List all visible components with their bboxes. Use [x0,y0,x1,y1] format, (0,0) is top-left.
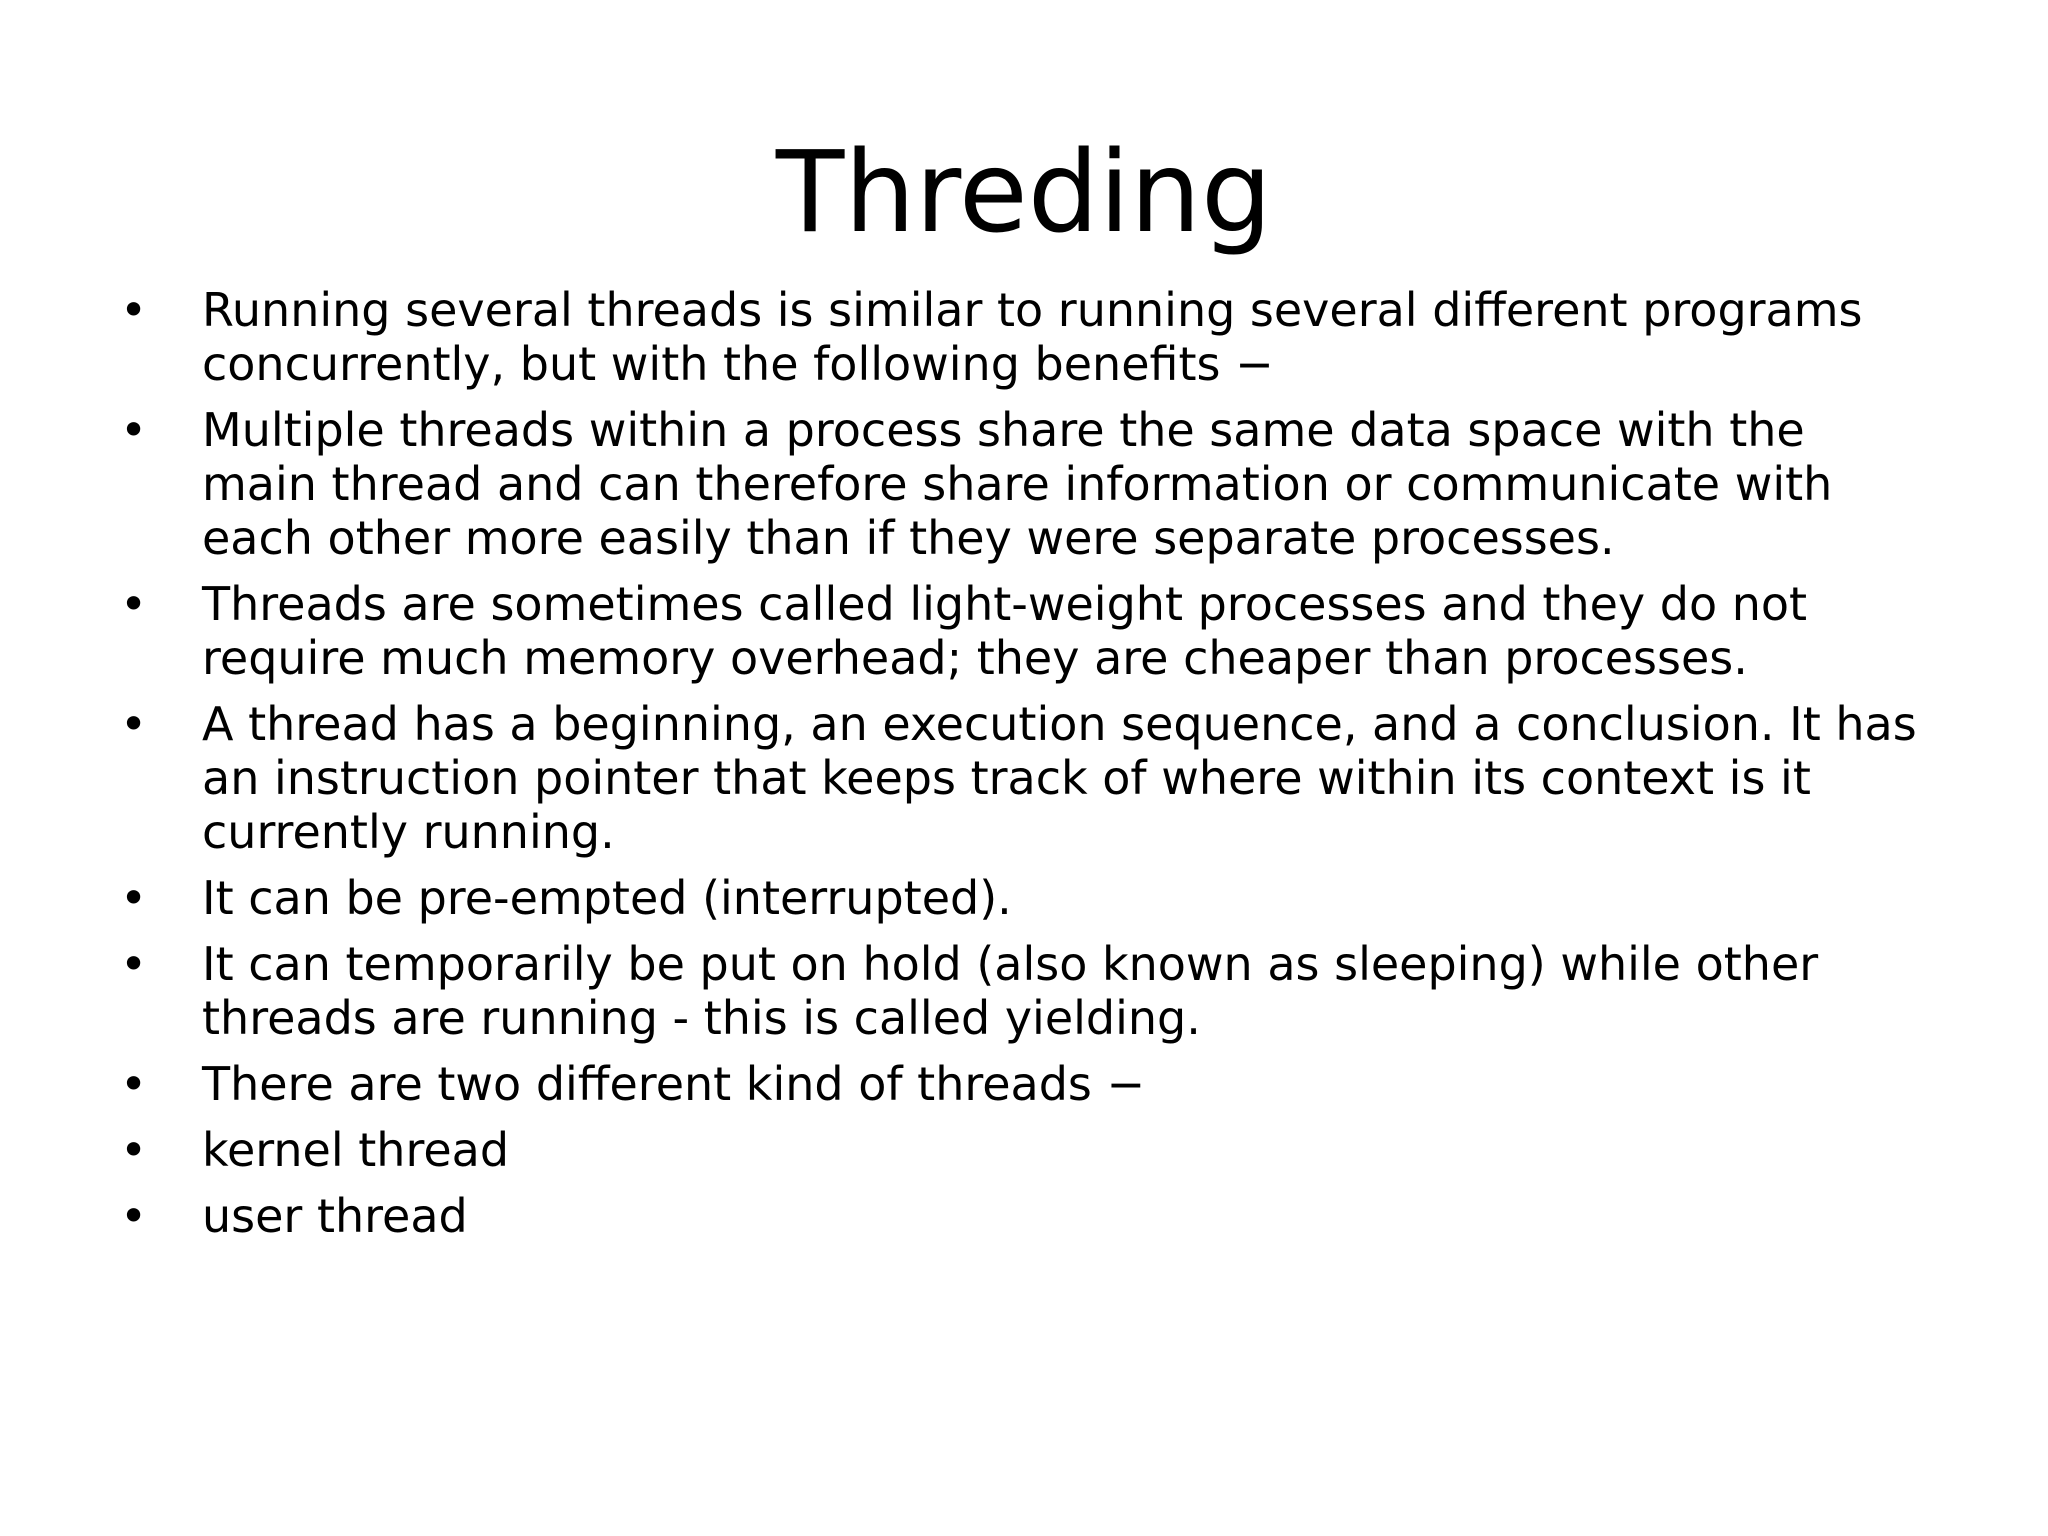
bullet-item [120,577,1920,685]
bullet-text: user thread [202,1189,468,1243]
bullet-text: There are two different kind of threads − [202,1057,1146,1111]
bullet-item [120,1123,1920,1177]
bullet-text: Threads are sometimes called light-weight processes and they do not require much memory overhead; they are cheaper than processes. [202,577,1808,685]
bullet-text: Multiple threads within a process share the same data space with the main thread and can therefore share information or communicate with each other more easily than if they were separate processes. [202,403,1833,565]
bullet-item [120,1189,1920,1243]
slide-title: Threding [775,128,1273,258]
bullet-item [120,283,1920,391]
bullet-text: It can temporarily be put on hold (also known as sleeping) while other threads are running - this is called yielding. [202,937,1819,1045]
bullet-point-icon: • [120,937,148,991]
bullet-item [120,871,1920,925]
bullet-point-icon: • [120,1189,148,1243]
bullet-point-icon: • [120,283,148,337]
bullet-text: kernel thread [202,1123,510,1177]
bullet-point-icon: • [120,1123,148,1177]
bullet-item [120,403,1920,565]
bullet-point-icon: • [120,403,148,457]
bullet-item [120,1057,1920,1111]
bullet-list [120,283,1920,1255]
bullet-point-icon: • [120,1057,148,1111]
bullet-point-icon: • [120,577,148,631]
bullet-point-icon: • [120,871,148,925]
bullet-point-icon: • [120,697,148,751]
bullet-text: Running several threads is similar to running several different programs concurrently, but with the following benefits − [202,283,1863,391]
bullet-item [120,697,1920,859]
bullet-text: It can be pre-empted (interrupted). [202,871,1012,925]
bullet-item [120,937,1920,1045]
bullet-text: A thread has a beginning, an execution sequence, and a conclusion. It has an instruction pointer that keeps track of where within its context is it currently running. [202,697,1917,859]
